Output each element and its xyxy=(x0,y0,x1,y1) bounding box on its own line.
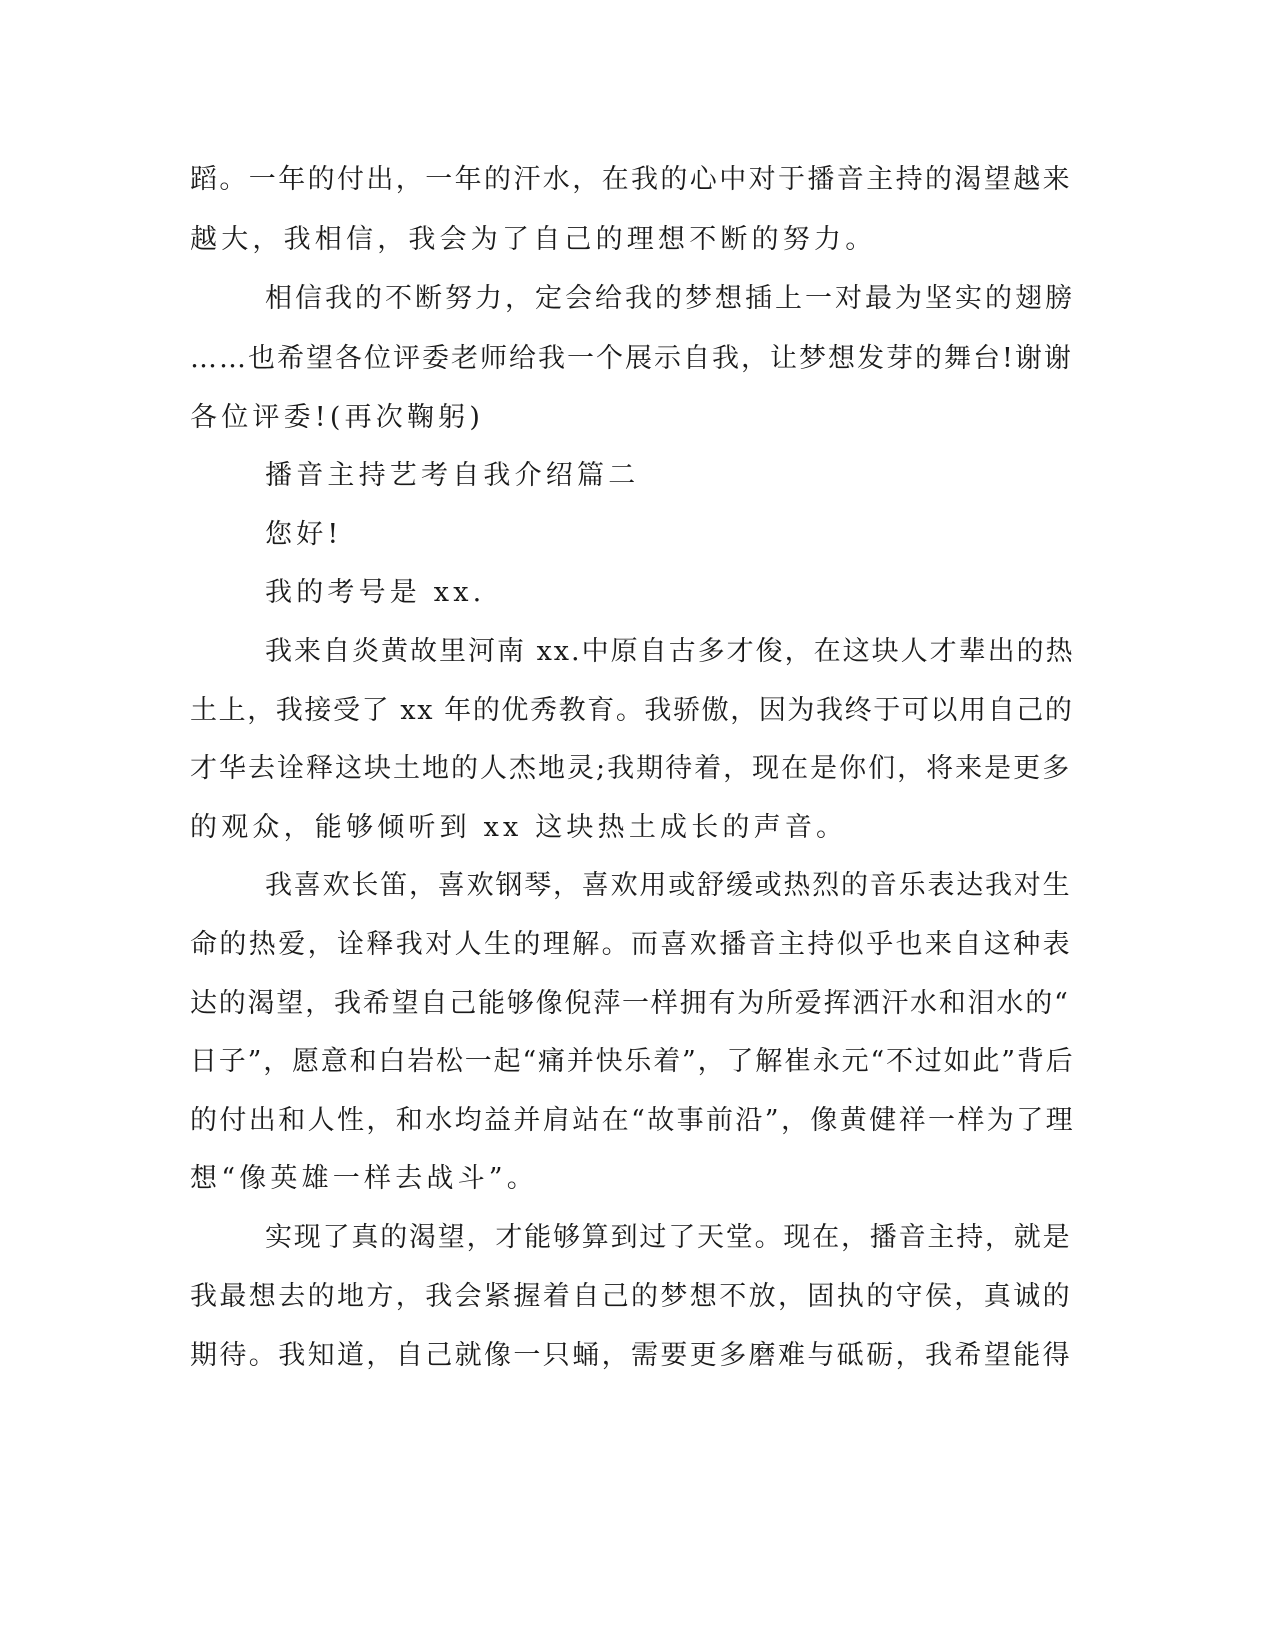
paragraph-line: 想“像英雄一样去战斗”。 xyxy=(190,1163,539,1194)
paragraph-line: 我最想去的地方，我会紧握着自己的梦想不放，固执的守侯，真诚的 xyxy=(190,1281,1072,1312)
paragraph-line: 各位评委!(再次鞠躬) xyxy=(190,402,485,433)
paragraph-line: 蹈。一年的付出，一年的汗水，在我的心中对于播音主持的渴望越来 xyxy=(190,164,1072,195)
paragraph-line: 实现了真的渴望，才能够算到过了天堂。现在，播音主持，就是 xyxy=(265,1222,1072,1253)
paragraph-line: 才华去诠释这块土地的人杰地灵;我期待着，现在是你们，将来是更多 xyxy=(190,753,1072,784)
paragraph-line: ……也希望各位评委老师给我一个展示自我，让梦想发芽的舞台!谢谢 xyxy=(190,343,1073,374)
paragraph-line: 相信我的不断努力，定会给我的梦想插上一对最为坚实的翅膀 xyxy=(265,283,1075,314)
paragraph-line: 期待。我知道，自己就像一只蛹，需要更多磨难与砥砺，我希望能得 xyxy=(190,1340,1072,1371)
paragraph-line: 的观众，能够倾听到 xx 这块热土成长的声音。 xyxy=(190,812,848,843)
paragraph-line: 日子”，愿意和白岩松一起“痛并快乐着”，了解崔永元“不过如此”背后 xyxy=(190,1046,1075,1077)
paragraph-line: 的付出和人性，和水均益并肩站在“故事前沿”，像黄健祥一样为了理 xyxy=(190,1105,1076,1136)
paragraph-line: 我的考号是 xx. xyxy=(265,577,486,608)
paragraph-line: 越大，我相信，我会为了自己的理想不断的努力。 xyxy=(190,224,877,255)
paragraph-line: 命的热爱，诠释我对人生的理解。而喜欢播音主持似乎也来自这种表 xyxy=(190,929,1072,960)
section-heading: 播音主持艺考自我介绍篇二 xyxy=(265,460,640,491)
paragraph-line: 土上，我接受了 xx 年的优秀教育。我骄傲，因为我终于可以用自己的 xyxy=(190,695,1074,726)
paragraph-line: 我来自炎黄故里河南 xx.中原自古多才俊，在这块人才辈出的热 xyxy=(265,636,1075,667)
paragraph-line: 达的渴望，我希望自己能够像倪萍一样拥有为所爱挥洒汗水和泪水的“ xyxy=(190,988,1070,1019)
greeting-line: 您好! xyxy=(265,519,343,550)
paragraph-line: 我喜欢长笛，喜欢钢琴，喜欢用或舒缓或热烈的音乐表达我对生 xyxy=(265,870,1072,901)
